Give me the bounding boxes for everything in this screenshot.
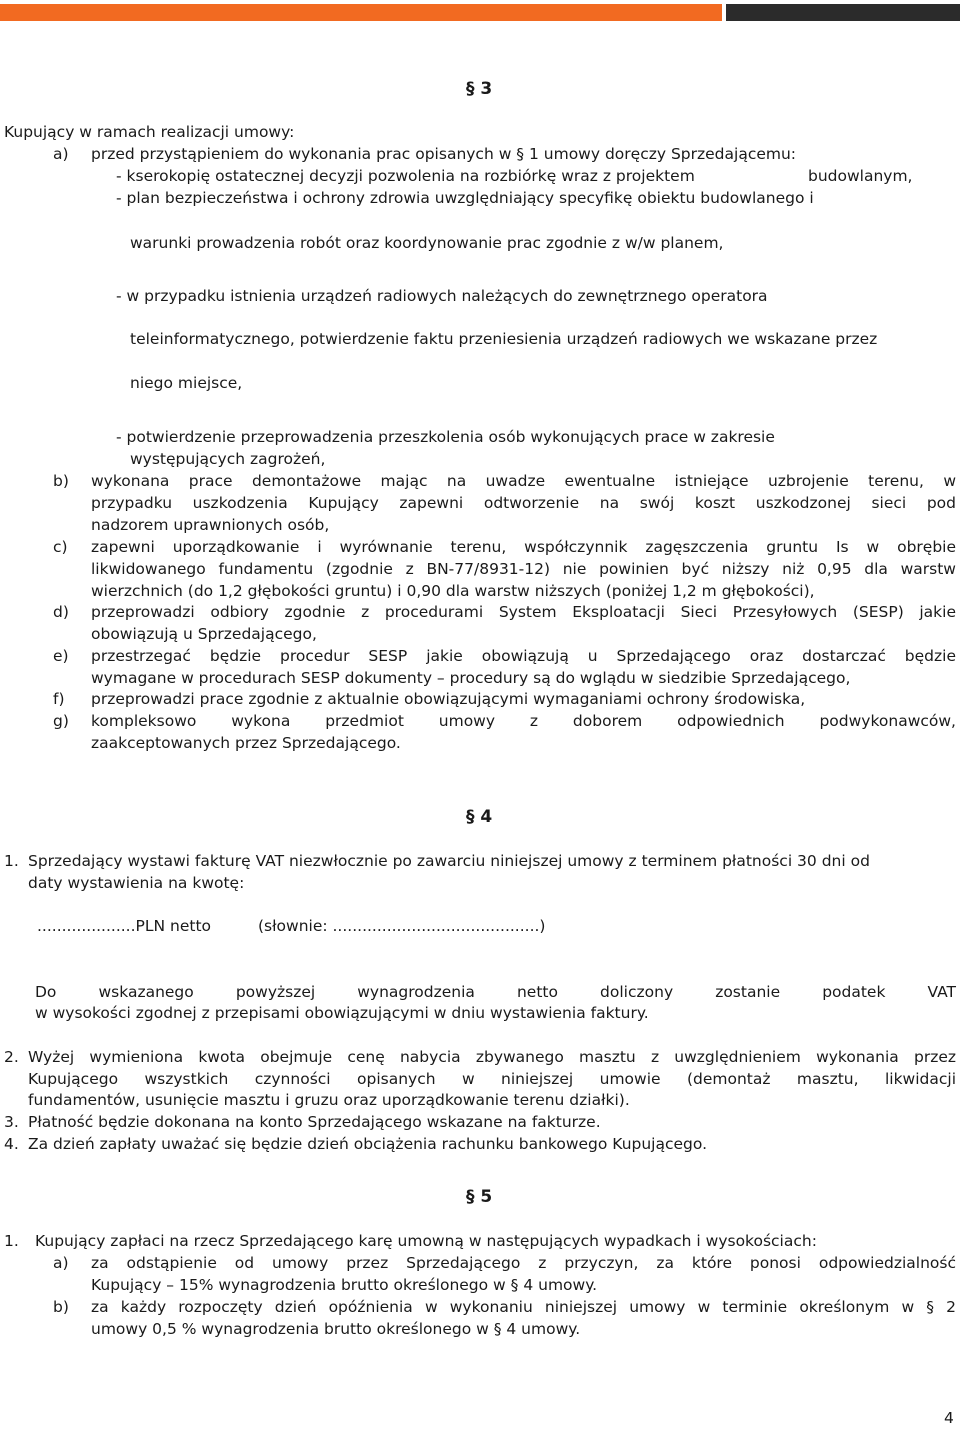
s5-item-b-line-1: za każdy rozpoczęty dzień opóźnienia w wykonaniu niniejszej umowy w terminie określonym w § 2 xyxy=(91,1298,956,1316)
s5-item-a-label: a) xyxy=(53,1254,69,1272)
item-a-bullet-2-cont: warunki prowadzenia robót oraz koordynowanie prac zgodnie z w/w planem, xyxy=(130,234,724,252)
item-a-text: przed przystąpieniem do wykonania prac opisanych w § 1 umowy doręczy Sprzedającemu: xyxy=(91,145,797,163)
item-a-bullet-4-cont: występujących zagrożeń, xyxy=(130,450,326,468)
item-c-line-1: zapewni uporządkowanie i wyrównanie terenu, współczynnik zagęszczenia gruntu Is w obrębie xyxy=(91,538,956,556)
item-e-label: e) xyxy=(53,647,69,665)
item-a-label: a) xyxy=(53,145,69,163)
section-3-heading: § 3 xyxy=(466,79,493,99)
s4-item-1-line-2: daty wystawienia na kwotę: xyxy=(28,874,245,892)
item-e-line-1: przestrzegać będzie procedur SESP jakie obowiązują u Sprzedającego oraz dostarczać będzie xyxy=(91,647,956,665)
item-b-line-2: przypadku uszkodzenia Kupujący zapewni odtworzenie na swój koszt uszkodzonej sieci pod xyxy=(91,494,956,512)
s5-item-b-label: b) xyxy=(53,1298,69,1316)
amount-field: ....................PLN netto xyxy=(37,917,212,935)
s4-item-1-label: 1. xyxy=(4,852,19,870)
vat-line-2: w wysokości zgodnej z przepisami obowiązującymi w dniu wystawienia faktury. xyxy=(35,1004,649,1022)
item-a-bullet-1-end: budowlanym, xyxy=(808,167,913,185)
item-b-line-1: wykonana prace demontażowe mając na uwadze ewentualne istniejące uzbrojenie terenu, w xyxy=(91,472,956,490)
item-d-label: d) xyxy=(53,603,69,621)
s4-item-1-line-1: Sprzedający wystawi fakturę VAT niezwłocznie po zawarciu niniejszej umowy z terminem płatności 30 dni od xyxy=(28,852,870,870)
header-accent-stripe xyxy=(0,4,722,21)
item-a-bullet-3: - w przypadku istnienia urządzeń radiowych należących do zewnętrznego operatora xyxy=(116,287,768,305)
item-d-line-1: przeprowadzi odbiory zgodnie z procedurami System Eksploatacji Sieci Przesyłowych (SESP) jakie xyxy=(91,603,956,621)
s4-item-2-line-3: fundamentów, usunięcie masztu i gruzu oraz uporządkowanie terenu działki). xyxy=(28,1091,630,1109)
header-dark-stripe xyxy=(726,4,960,21)
amount-in-words-field: (słownie: ..........................................) xyxy=(258,917,546,935)
s5-item-a-line-1: za odstąpienie od umowy przez Sprzedającego z przyczyn, za które ponosi odpowiedzialność xyxy=(91,1254,956,1272)
s5-item-a-line-2: Kupujący – 15% wynagrodzenia brutto określonego w § 4 umowy. xyxy=(91,1276,598,1294)
s4-item-3-line-1: Płatność będzie dokonana na konto Sprzedającego wskazane na fakturze. xyxy=(28,1113,601,1131)
s5-item-1-line-1: Kupujący zapłaci na rzecz Sprzedającego karę umowną w następujących wypadkach i wysokościach: xyxy=(35,1232,817,1250)
item-a-bullet-1: - kserokopię ostatecznej decyzji pozwolenia na rozbiórkę wraz z projektem xyxy=(116,167,695,185)
section-5-heading: § 5 xyxy=(466,1187,493,1207)
section-3-intro: Kupujący w ramach realizacji umowy: xyxy=(4,123,295,141)
section-4-heading: § 4 xyxy=(466,807,493,827)
s5-item-b-line-2: umowy 0,5 % wynagrodzenia brutto określonego w § 4 umowy. xyxy=(91,1320,581,1338)
item-g-line-1: kompleksowo wykona przedmiot umowy z doborem odpowiednich podwykonawców, xyxy=(91,712,956,730)
item-g-label: g) xyxy=(53,712,69,730)
vat-line-1: Do wskazanego powyższej wynagrodzenia netto doliczony zostanie podatek VAT xyxy=(35,983,956,1001)
s4-item-2-line-1: Wyżej wymieniona kwota obejmuje cenę nabycia zbywanego masztu z uwzględnieniem wykonania przez xyxy=(28,1048,956,1066)
item-g-line-2: zaakceptowanych przez Sprzedającego. xyxy=(91,734,401,752)
s4-item-4-label: 4. xyxy=(4,1135,19,1153)
item-a-bullet-4: - potwierdzenie przeprowadzenia przeszkolenia osób wykonujących prace w zakresie xyxy=(116,428,775,446)
item-a-bullet-3-cont: teleinformatycznego, potwierdzenie faktu przeniesienia urządzeń radiowych we wskazane przez xyxy=(130,330,878,348)
item-a-bullet-3-cont2: niego miejsce, xyxy=(130,374,243,392)
item-f-line-1: przeprowadzi prace zgodnie z aktualnie obowiązującymi wymaganiami ochrony środowiska, xyxy=(91,690,806,708)
item-a-bullet-2: - plan bezpieczeństwa i ochrony zdrowia uwzględniający specyfikę obiektu budowlanego i xyxy=(116,189,814,207)
item-c-label: c) xyxy=(53,538,68,556)
item-d-line-2: obowiązują u Sprzedającego, xyxy=(91,625,317,643)
s4-item-3-label: 3. xyxy=(4,1113,19,1131)
item-e-line-2: wymagane w procedurach SESP dokumenty – procedury są do wglądu w siedzibie Sprzedającego, xyxy=(91,669,851,687)
s4-item-4-line-1: Za dzień zapłaty uważać się będzie dzień obciążenia rachunku bankowego Kupującego. xyxy=(28,1135,708,1153)
header-bar xyxy=(0,0,960,22)
item-f-label: f) xyxy=(53,690,65,708)
s4-item-2-line-2: Kupującego wszystkich czynności opisanych w niniejszej umowie (demontaż masztu, likwidacji xyxy=(28,1070,956,1088)
item-b-line-3: nadzorem uprawnionych osób, xyxy=(91,516,330,534)
item-b-label: b) xyxy=(53,472,69,490)
item-c-line-3: wierzchnich (do 1,2 głębokości gruntu) i 0,90 dla warstw niższych (poniżej 1,2 m głębokości), xyxy=(91,582,815,600)
page-number: 4 xyxy=(944,1409,954,1427)
s4-item-2-label: 2. xyxy=(4,1048,19,1066)
item-c-line-2: likwidowanego fundamentu (zgodnie z BN-77/8931-12) nie powinien być niższy niż 0,95 dla warstw xyxy=(91,560,956,578)
s5-item-1-label: 1. xyxy=(4,1232,19,1250)
